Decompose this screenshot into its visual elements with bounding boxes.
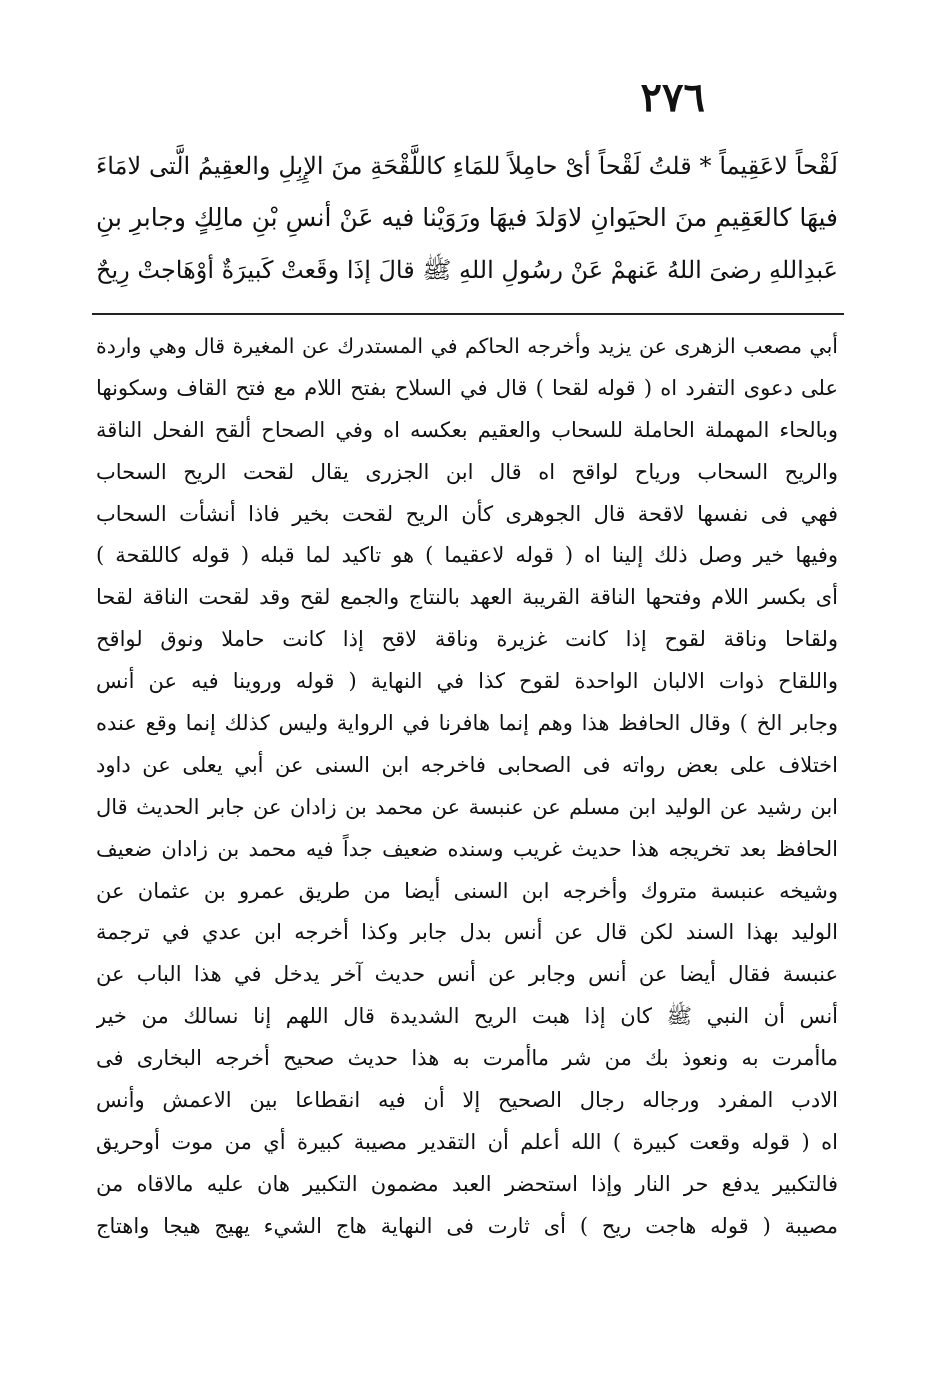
commentary-line: أنس أن النبي ﷺ كان إذا هبت الريح الشديدة قال اللهم إنا نسالك من خير — [96, 1004, 838, 1029]
commentary-line: الوليد بهذا السند لكن قال عن أنس بدل جابر وكذا أخرجه ابن عدي في ترجمة — [96, 920, 838, 945]
commentary-line: ولقاحا وناقة لقوح إذا كانت غزيرة وناقة لاقح إذا كانت حاملا ونوق لواقح — [96, 627, 838, 652]
commentary-line: الحافظ بعد تخريجه هذا حديث غريب وسنده ضعيف جداً فيه محمد بن زادان ضعيف — [96, 836, 838, 861]
commentary-line: اختلاف على بعض رواته فى الصحابى فاخرجه ابن السنى عن أبي يعلى عن داود — [96, 752, 838, 777]
commentary-line: فهي فى نفسها لاقحة قال الجوهرى كأن الريح لقحت بخير فاذا أنشأت السحاب — [96, 501, 838, 526]
main-text-line: فيهَا كالعَقِيمِ منَ الحيَوانِ لاوَلدَ فيهَا ورَوَيْنا فيه عَنْ أنسِ بْنِ مالِكٍ وجابرِ بنِ — [96, 203, 838, 232]
commentary-line: على دعوى التفرد اه ( قوله لقحا ) قال في السلاح بفتح اللام مع فتح القاف وسكونها — [96, 375, 838, 400]
commentary-line: وجابر الخ ) وقال الحافظ هذا وهم إنما هافرنا في الرواية وليس كذلك إنما وقع عنده — [96, 711, 838, 736]
main-text-block — [96, 140, 838, 296]
main-text-line: لَقْحاً لاعَقِيماً * قلتُ لَقْحاً أىْ حامِلاً للمَاءِ كاللَّقْحَةِ منَ الإِبِلِ والعقِيمُ الَّتى لامَاءَ — [96, 152, 838, 180]
page-number: ٢٧٦ — [640, 74, 705, 121]
commentary-line: واللقاح ذوات الالبان الواحدة لقوح كذا في النهاية ( قوله وروينا فيه عن أنس — [96, 669, 838, 694]
commentary-line: اه ( قوله وقعت كبيرة ) الله أعلم أن التقدير مصيبة كبيرة أي من موت أوحريق — [96, 1129, 838, 1154]
commentary-line: أى بكسر اللام وفتحها الناقة القريبة العهد بالنتاج والجمع لقح وقد لقحت الناقة لقحا — [96, 585, 838, 610]
commentary-line: ابن رشيد عن الوليد ابن مسلم عن عنبسة عن محمد بن زادان عن جابر الحديث قال — [96, 794, 838, 819]
commentary-line: وشيخه عنبسة متروك وأخرجه ابن السنى أيضا من طريق عمرو بن عثمان عن — [96, 878, 838, 903]
commentary-block — [96, 326, 838, 1248]
main-text-line: عَبدِاللهِ رضىَ اللهُ عَنهمْ عَنْ رسُولِ اللهِ ﷺ قالَ إذَا وقَعتْ كَبيرَةٌ أوْهَاجتْ رِيحٌ — [96, 256, 838, 284]
commentary-line: مصيبة ( قوله هاجت ريح ) أى ثارت فى النهاية هاج الشيء يهيج هيجا واهتاج — [96, 1213, 838, 1238]
commentary-line: وفيها خير وصل ذلك إلينا اه ( قوله لاعقيما ) هو تاكيد لما قبله ( قوله كاللقحة ) — [96, 543, 838, 568]
commentary-line: عنبسة فقال أيضا عن أنس وجابر عن أنس حديث آخر يدخل في هذا الباب عن — [96, 962, 838, 987]
commentary-line: أبي مصعب الزهرى عن يزيد وأخرجه الحاكم في المستدرك عن المغيرة قال وهي واردة — [96, 334, 838, 358]
section-divider — [92, 313, 844, 315]
commentary-line: وبالحاء المهملة الحاملة للسحاب والعقيم بعكسه اه وفي الصحاح ألقح الفحل الناقة — [96, 417, 838, 442]
commentary-line: والريح السحاب ورياح لواقح اه قال ابن الجزرى يقال لقحت الريح السحاب — [96, 459, 838, 484]
commentary-line: ماأمرت به ونعوذ بك من شر ماأمرت به هذا حديث صحيح أخرجه البخارى فى — [96, 1046, 838, 1071]
commentary-line: الادب المفرد ورجاله رجال الصحيح إلا أن فيه انقطاعا بين الاعمش وأنس — [96, 1088, 838, 1113]
commentary-line: فالتكبير يدفع حر النار وإذا استحضر العبد مضمون التكبير هان عليه مالاقاه من — [96, 1171, 838, 1196]
